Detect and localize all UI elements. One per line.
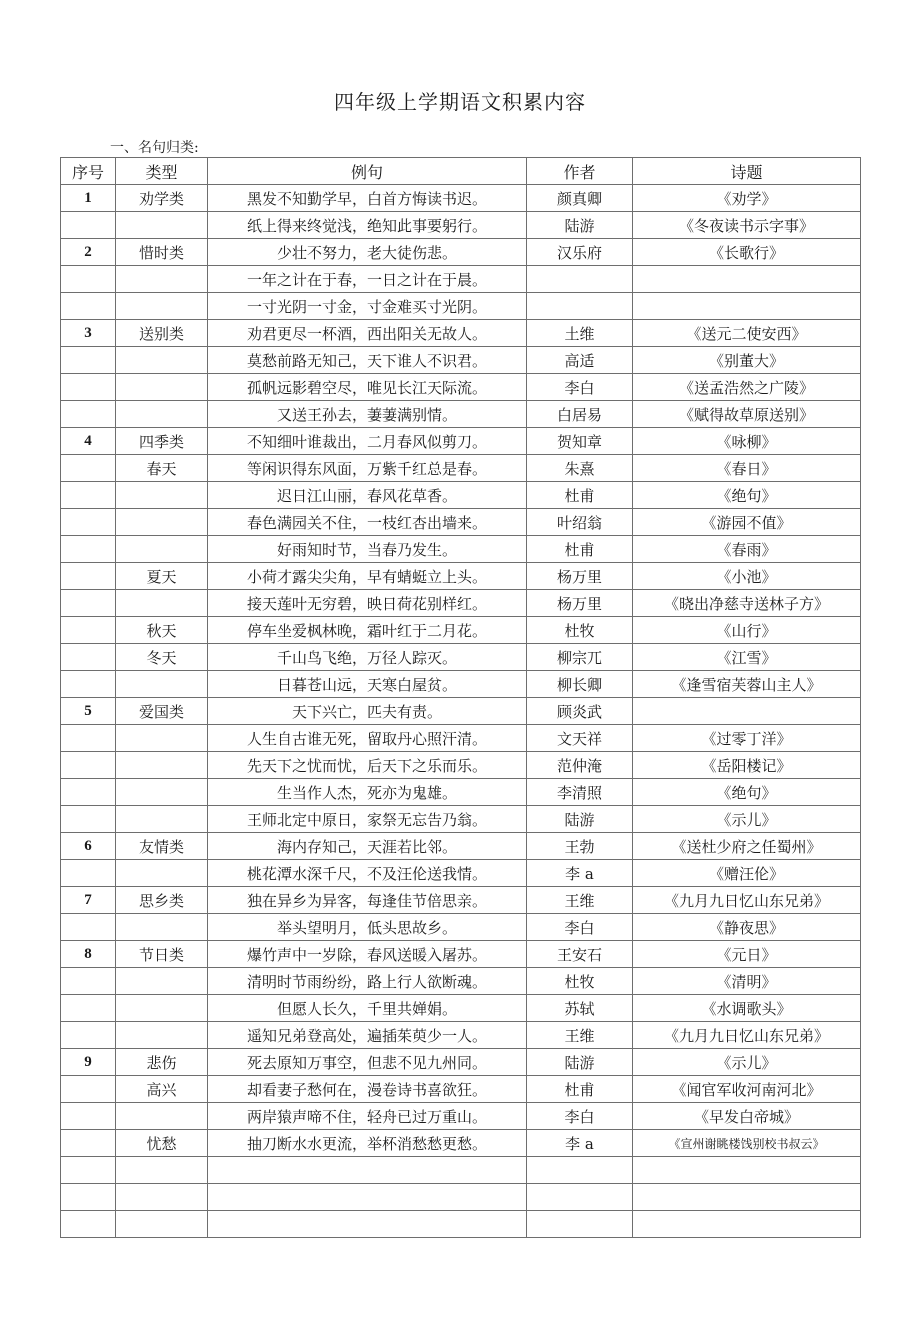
cell-example: 爆竹声中一岁除，春风送暖入屠苏。 [208, 941, 527, 968]
cell-example: 海内存知己，天涯若比邻。 [208, 833, 527, 860]
cell-poem-title: 《过零丁洋》 [633, 725, 861, 752]
cell-author: 王维 [527, 1022, 633, 1049]
cell-poem-title: 《水调歌头》 [633, 995, 861, 1022]
cell-number [61, 590, 116, 617]
cell-author: 李 a [527, 1130, 633, 1157]
cell-example: 先天下之忧而忧，后天下之乐而乐。 [208, 752, 527, 779]
table-row [61, 644, 861, 671]
table-row [61, 590, 861, 617]
page-title: 四年级上学期语文积累内容 [334, 90, 586, 114]
cell-poem-title [633, 1184, 861, 1211]
cell-poem-title: 《咏柳》 [633, 428, 861, 455]
cell-number [61, 779, 116, 806]
table-row [61, 968, 861, 995]
cell-poem-title: 《春雨》 [633, 536, 861, 563]
cell-type [116, 266, 208, 293]
cell-poem-title: 《闻官军收河南河北》 [633, 1076, 861, 1103]
cell-poem-title: 《长歌行》 [633, 239, 861, 266]
cell-author: 王安石 [527, 941, 633, 968]
table-row [61, 509, 861, 536]
cell-author: 苏轼 [527, 995, 633, 1022]
cell-type [116, 509, 208, 536]
cell-example: 迟日江山丽，春风花草香。 [208, 482, 527, 509]
cell-author: 白居易 [527, 401, 633, 428]
cell-number [61, 1076, 116, 1103]
cell-example: 纸上得来终觉浅，绝知此事要躬行。 [208, 212, 527, 239]
cell-poem-title [633, 698, 861, 725]
cell-poem-title: 《宣州谢眺楼饯别校书叔云》 [633, 1130, 861, 1157]
cell-type [116, 1157, 208, 1184]
cell-number: 6 [61, 833, 116, 860]
cell-number [61, 1022, 116, 1049]
table-row [61, 212, 861, 239]
cell-number [61, 401, 116, 428]
cell-author [527, 1184, 633, 1211]
table-row [61, 752, 861, 779]
cell-poem-title: 《送杜少府之任蜀州》 [633, 833, 861, 860]
table-row [61, 185, 861, 212]
cell-type: 送别类 [116, 320, 208, 347]
cell-number [61, 671, 116, 698]
table-row [61, 995, 861, 1022]
cell-example: 千山鸟飞绝，万径人踪灭。 [208, 644, 527, 671]
verse-table [60, 157, 861, 1238]
cell-poem-title: 《别董大》 [633, 347, 861, 374]
table-row [61, 455, 861, 482]
cell-author: 陆游 [527, 212, 633, 239]
cell-example: 劝君更尽一杯酒，西出阳关无故人。 [208, 320, 527, 347]
header-example: 例句 [208, 158, 527, 185]
cell-example: 清明时节雨纷纷，路上行人欲断魂。 [208, 968, 527, 995]
table-row [61, 293, 861, 320]
cell-poem-title: 《送元二使安西》 [633, 320, 861, 347]
cell-poem-title: 《游园不值》 [633, 509, 861, 536]
cell-author: 王勃 [527, 833, 633, 860]
cell-example: 抽刀断水水更流，举杯消愁愁更愁。 [208, 1130, 527, 1157]
cell-example: 少壮不努力，老大徒伤悲。 [208, 239, 527, 266]
cell-author: 陆游 [527, 1049, 633, 1076]
cell-example: 孤帆远影碧空尽，唯见长江天际流。 [208, 374, 527, 401]
table-row [61, 1049, 861, 1076]
cell-author [527, 266, 633, 293]
cell-poem-title: 《九月九日忆山东兄弟》 [633, 1022, 861, 1049]
cell-poem-title: 《静夜思》 [633, 914, 861, 941]
cell-number [61, 293, 116, 320]
cell-number [61, 1211, 116, 1238]
cell-type: 四季类 [116, 428, 208, 455]
cell-type [116, 806, 208, 833]
cell-example: 又送王孙去，萋萋满别情。 [208, 401, 527, 428]
cell-author: 李白 [527, 914, 633, 941]
cell-type: 忧愁 [116, 1130, 208, 1157]
cell-number [61, 482, 116, 509]
cell-type: 高兴 [116, 1076, 208, 1103]
cell-author: 叶绍翁 [527, 509, 633, 536]
cell-author: 陆游 [527, 806, 633, 833]
cell-number [61, 914, 116, 941]
cell-author [527, 293, 633, 320]
table-row [61, 833, 861, 860]
cell-author: 杨万里 [527, 590, 633, 617]
cell-author: 杜甫 [527, 482, 633, 509]
table-row [61, 1130, 861, 1157]
table-row [61, 725, 861, 752]
table-row [61, 1157, 861, 1184]
cell-type [116, 779, 208, 806]
table-row [61, 374, 861, 401]
cell-poem-title: 《赋得故草原送别》 [633, 401, 861, 428]
cell-example: 黑发不知勤学早，白首方悔读书迟。 [208, 185, 527, 212]
cell-type [116, 752, 208, 779]
cell-number [61, 1184, 116, 1211]
cell-number [61, 509, 116, 536]
cell-number [61, 347, 116, 374]
cell-number [61, 266, 116, 293]
cell-author: 柳长卿 [527, 671, 633, 698]
cell-type [116, 914, 208, 941]
cell-number: 9 [61, 1049, 116, 1076]
cell-example [208, 1157, 527, 1184]
cell-type: 友情类 [116, 833, 208, 860]
cell-author: 颜真卿 [527, 185, 633, 212]
cell-poem-title: 《冬夜读书示字事》 [633, 212, 861, 239]
cell-number: 1 [61, 185, 116, 212]
cell-number [61, 725, 116, 752]
cell-author: 高适 [527, 347, 633, 374]
cell-example: 遥知兄弟登高处，遍插茱萸少一人。 [208, 1022, 527, 1049]
cell-author: 李白 [527, 1103, 633, 1130]
table-row [61, 428, 861, 455]
cell-type [116, 860, 208, 887]
cell-example: 但愿人长久，千里共婵娟。 [208, 995, 527, 1022]
cell-poem-title: 《赠汪伦》 [633, 860, 861, 887]
cell-type [116, 482, 208, 509]
cell-number [61, 536, 116, 563]
cell-poem-title: 《绝句》 [633, 779, 861, 806]
cell-example: 独在异乡为异客，每逢佳节倍思亲。 [208, 887, 527, 914]
cell-type [116, 968, 208, 995]
header-type: 类型 [116, 158, 208, 185]
cell-type [116, 293, 208, 320]
cell-type [116, 536, 208, 563]
table-header-row [61, 158, 861, 185]
cell-number: 5 [61, 698, 116, 725]
cell-type: 秋天 [116, 617, 208, 644]
table-row [61, 914, 861, 941]
cell-example: 桃花潭水深千尺，不及汪伦送我情。 [208, 860, 527, 887]
table-row [61, 1184, 861, 1211]
cell-author [527, 1211, 633, 1238]
cell-author: 贺知章 [527, 428, 633, 455]
table-row [61, 806, 861, 833]
cell-poem-title: 《九月九日忆山东兄弟》 [633, 887, 861, 914]
table-row [61, 536, 861, 563]
cell-example: 停车坐爱枫林晚，霜叶红于二月花。 [208, 617, 527, 644]
cell-number [61, 860, 116, 887]
cell-type [116, 347, 208, 374]
cell-poem-title: 《绝句》 [633, 482, 861, 509]
cell-type [116, 671, 208, 698]
cell-number [61, 752, 116, 779]
cell-author: 杨万里 [527, 563, 633, 590]
cell-number: 7 [61, 887, 116, 914]
cell-type [116, 1022, 208, 1049]
table-row [61, 347, 861, 374]
cell-number [61, 1157, 116, 1184]
cell-example [208, 1184, 527, 1211]
cell-author: 范仲淹 [527, 752, 633, 779]
cell-author: 柳宗兀 [527, 644, 633, 671]
cell-type [116, 995, 208, 1022]
cell-example: 一寸光阴一寸金，寸金难买寸光阴。 [208, 293, 527, 320]
cell-example: 两岸猿声啼不住，轻舟已过万重山。 [208, 1103, 527, 1130]
cell-example: 生当作人杰，死亦为鬼雄。 [208, 779, 527, 806]
cell-author: 杜甫 [527, 1076, 633, 1103]
cell-number [61, 1130, 116, 1157]
cell-poem-title: 《山行》 [633, 617, 861, 644]
cell-poem-title: 《送孟浩然之广陵》 [633, 374, 861, 401]
cell-example: 举头望明月，低头思故乡。 [208, 914, 527, 941]
cell-example: 却看妻子愁何在，漫卷诗书喜欲狂。 [208, 1076, 527, 1103]
table-row [61, 1022, 861, 1049]
cell-poem-title: 《示儿》 [633, 806, 861, 833]
cell-poem-title: 《江雪》 [633, 644, 861, 671]
cell-example [208, 1211, 527, 1238]
table-row [61, 1076, 861, 1103]
table-row [61, 266, 861, 293]
cell-number: 8 [61, 941, 116, 968]
cell-number [61, 806, 116, 833]
cell-poem-title [633, 1211, 861, 1238]
section-heading: 一、名句归类: [110, 140, 199, 156]
table-row [61, 563, 861, 590]
cell-poem-title: 《小池》 [633, 563, 861, 590]
cell-type: 惜时类 [116, 239, 208, 266]
table-row [61, 617, 861, 644]
cell-type: 劝学类 [116, 185, 208, 212]
cell-author: 文天祥 [527, 725, 633, 752]
cell-author: 杜牧 [527, 968, 633, 995]
table-row [61, 482, 861, 509]
cell-author: 顾炎武 [527, 698, 633, 725]
cell-type: 春天 [116, 455, 208, 482]
cell-type [116, 725, 208, 752]
cell-type: 悲伤 [116, 1049, 208, 1076]
cell-example: 春色满园关不住，一枝红杏出墙来。 [208, 509, 527, 536]
cell-example: 接天莲叶无穷碧，映日荷花别样红。 [208, 590, 527, 617]
cell-example: 一年之计在于春，一日之计在于晨。 [208, 266, 527, 293]
table-row [61, 698, 861, 725]
cell-author: 王维 [527, 887, 633, 914]
cell-type [116, 1184, 208, 1211]
cell-author: 土维 [527, 320, 633, 347]
cell-poem-title: 《早发白帝城》 [633, 1103, 861, 1130]
cell-poem-title: 《岳阳楼记》 [633, 752, 861, 779]
cell-poem-title: 《清明》 [633, 968, 861, 995]
table-row [61, 1211, 861, 1238]
header-poem-title: 诗题 [633, 158, 861, 185]
cell-number: 3 [61, 320, 116, 347]
cell-author: 杜甫 [527, 536, 633, 563]
cell-type: 夏天 [116, 563, 208, 590]
cell-type [116, 1211, 208, 1238]
table-row [61, 1103, 861, 1130]
cell-type [116, 1103, 208, 1130]
table-row [61, 779, 861, 806]
cell-type: 爱国类 [116, 698, 208, 725]
cell-type [116, 374, 208, 401]
cell-number: 2 [61, 239, 116, 266]
cell-number [61, 617, 116, 644]
cell-example: 不知细叶谁裁出，二月春风似剪刀。 [208, 428, 527, 455]
cell-author [527, 1157, 633, 1184]
cell-poem-title [633, 266, 861, 293]
cell-example: 好雨知时节，当春乃发生。 [208, 536, 527, 563]
table-row [61, 239, 861, 266]
cell-example: 莫愁前路无知己，天下谁人不识君。 [208, 347, 527, 374]
table-row [61, 887, 861, 914]
cell-example: 等闲识得东风面，万紫千红总是春。 [208, 455, 527, 482]
header-number: 序号 [61, 158, 116, 185]
table-row [61, 320, 861, 347]
cell-poem-title: 《元日》 [633, 941, 861, 968]
cell-author: 朱熹 [527, 455, 633, 482]
cell-type [116, 212, 208, 239]
cell-type [116, 401, 208, 428]
cell-number: 4 [61, 428, 116, 455]
cell-example: 日暮苍山远，天寒白屋贫。 [208, 671, 527, 698]
cell-number [61, 455, 116, 482]
cell-type: 节日类 [116, 941, 208, 968]
cell-number [61, 995, 116, 1022]
table-row [61, 860, 861, 887]
cell-poem-title [633, 293, 861, 320]
cell-number [61, 1103, 116, 1130]
cell-example: 人生自古谁无死，留取丹心照汗清。 [208, 725, 527, 752]
cell-author: 汉乐府 [527, 239, 633, 266]
cell-poem-title [633, 1157, 861, 1184]
cell-number [61, 644, 116, 671]
cell-author: 杜牧 [527, 617, 633, 644]
cell-type [116, 590, 208, 617]
cell-example: 小荷才露尖尖角，早有蜻蜓立上头。 [208, 563, 527, 590]
cell-example: 王师北定中原日，家祭无忘告乃翁。 [208, 806, 527, 833]
cell-number [61, 212, 116, 239]
cell-poem-title: 《劝学》 [633, 185, 861, 212]
cell-poem-title: 《春日》 [633, 455, 861, 482]
table-row [61, 941, 861, 968]
cell-example: 死去原知万事空，但悲不见九州同。 [208, 1049, 527, 1076]
cell-number [61, 374, 116, 401]
cell-number [61, 563, 116, 590]
cell-author: 李 a [527, 860, 633, 887]
cell-author: 李清照 [527, 779, 633, 806]
cell-author: 李白 [527, 374, 633, 401]
cell-number [61, 968, 116, 995]
table-row [61, 401, 861, 428]
cell-poem-title: 《逢雪宿芙蓉山主人》 [633, 671, 861, 698]
table-body [61, 185, 861, 1238]
table-row [61, 671, 861, 698]
cell-poem-title: 《示儿》 [633, 1049, 861, 1076]
header-author: 作者 [527, 158, 633, 185]
cell-poem-title: 《晓出净慈寺送林子方》 [633, 590, 861, 617]
cell-example: 天下兴亡，匹夫有责。 [208, 698, 527, 725]
cell-type: 思乡类 [116, 887, 208, 914]
cell-type: 冬天 [116, 644, 208, 671]
